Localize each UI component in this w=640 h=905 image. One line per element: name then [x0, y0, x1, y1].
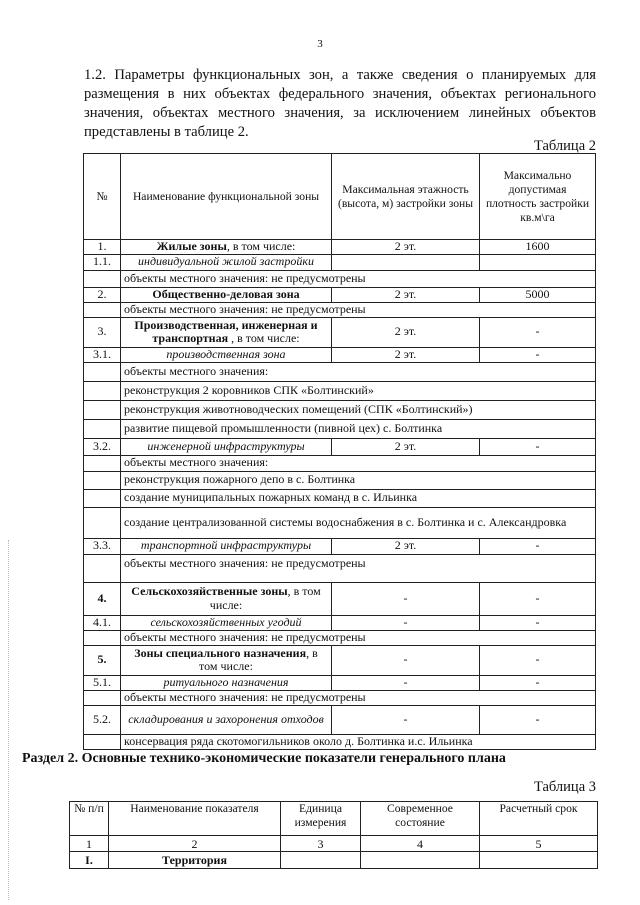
zone-height: - [332, 582, 480, 615]
row-num: 1.1. [84, 254, 121, 270]
table-row [84, 615, 596, 630]
zone-name: Сельскохозяйственные зоны, в том числе: [121, 582, 332, 615]
header-indicator-name: Наименование показателя [109, 802, 281, 836]
zone-name: Зоны специального назначения, в том числе: [121, 645, 332, 675]
zone-height: - [332, 645, 480, 675]
zone-density: - [480, 582, 596, 615]
table-row [84, 381, 596, 400]
table-row [84, 489, 596, 507]
zone-density: - [480, 645, 596, 675]
functional-zones-table [83, 153, 596, 750]
table-row [84, 645, 596, 675]
zone-height: 2 эт. [332, 287, 480, 302]
local-object-item: реконструкция животноводческих помещений (СПК «Болтинский») [121, 400, 596, 419]
table-row [84, 254, 596, 270]
zone-height: - [332, 675, 480, 690]
row-num: 3.3. [84, 538, 121, 554]
zone-height: - [332, 705, 480, 734]
local-object-item: реконструкция 2 коровников СПК «Болтинский» [121, 381, 596, 400]
local-objects-note: объекты местного значения: не предусмотрены [121, 630, 596, 645]
zone-height [332, 254, 480, 270]
table-row [84, 705, 596, 734]
zone-name: индивидуальной жилой застройки [121, 254, 332, 270]
table-row [84, 471, 596, 489]
zone-density: - [480, 538, 596, 554]
zone-height: 2 эт. [332, 317, 480, 347]
column-index: 1 [70, 836, 109, 852]
table-row [84, 287, 596, 302]
table-row [70, 836, 598, 852]
column-index: 4 [361, 836, 480, 852]
zone-name: инженерной инфраструктуры [121, 438, 332, 455]
zone-name: Общественно-деловая зона [121, 287, 332, 302]
table-row [84, 302, 596, 317]
row-num: 2. [84, 287, 121, 302]
table-row [84, 270, 596, 287]
scan-edge-mark [8, 540, 10, 900]
local-objects-note: объекты местного значения: [121, 362, 596, 381]
table-row [84, 582, 596, 615]
header-zone-name: Наименование функциональной зоны [121, 154, 332, 240]
local-object-item: создание централизованной системы водоснабжения в с. Болтинка и с. Александровка [121, 507, 596, 538]
zone-name: сельскохозяйственных угодий [121, 615, 332, 630]
zone-density: - [480, 705, 596, 734]
row-num: 5.1. [84, 675, 121, 690]
header-current-state: Современное состояние [361, 802, 480, 836]
technical-economic-indicators-table [69, 801, 598, 869]
local-object-item: развитие пищевой промышленности (пивной цех) с. Болтинка [121, 419, 596, 438]
local-objects-note: объекты местного значения: не предусмотрены [121, 270, 596, 287]
section-title: Раздел 2. Основные технико-экономические показатели генерального плана [22, 751, 506, 766]
zone-density: - [480, 615, 596, 630]
table-row [84, 419, 596, 438]
row-num: 3. [84, 317, 121, 347]
zone-height: 2 эт. [332, 438, 480, 455]
zone-height: 2 эт. [332, 240, 480, 255]
table-row [84, 554, 596, 582]
table-row [84, 347, 596, 362]
table-row [84, 630, 596, 645]
zone-density: 5000 [480, 287, 596, 302]
zone-name: ритуального назначения [121, 675, 332, 690]
row-num: 3.2. [84, 438, 121, 455]
header-num: № п/п [70, 802, 109, 836]
table-row [84, 438, 596, 455]
zone-name: Производственная, инженерная и транспортная , в том числе: [121, 317, 332, 347]
intro-paragraph: 1.2. Параметры функциональных зон, а также сведения о планируемых для размещения в них объектах федерального значения, объектах регионального значения, объектах местного значения, за исключением линейных объектов представлены в таблице 2. [84, 67, 596, 140]
row-num: 1. [84, 240, 121, 255]
zone-density: - [480, 438, 596, 455]
local-objects-note: объекты местного значения: не предусмотрены [121, 302, 596, 317]
header-max-height: Максимальная этажность (высота, м) застройки зоны [332, 154, 480, 240]
zone-density: - [480, 347, 596, 362]
table-row [84, 455, 596, 471]
zone-density: - [480, 675, 596, 690]
table-row [84, 317, 596, 347]
row-num: 3.1. [84, 347, 121, 362]
zone-name: производственная зона [121, 347, 332, 362]
zone-height: 2 эт. [332, 538, 480, 554]
header-target-term: Расчетный срок [480, 802, 598, 836]
table-row [70, 852, 598, 869]
local-object-item: реконструкция пожарного депо в с. Болтинка [121, 471, 596, 489]
page-number: 3 [317, 38, 323, 50]
zone-density: - [480, 317, 596, 347]
table-row [84, 538, 596, 554]
zone-name: складирования и захоронения отходов [121, 705, 332, 734]
zone-name: Жилые зоны, в том числе: [121, 240, 332, 255]
local-object-item: создание муниципальных пожарных команд в с. Ильинка [121, 489, 596, 507]
local-objects-note: консервация ряда скотомогильников около д. Болтинка и.с. Ильинка [121, 734, 596, 749]
local-objects-note: объекты местного значения: [121, 455, 596, 471]
column-index: 3 [281, 836, 361, 852]
table-row [84, 362, 596, 381]
row-num: I. [70, 852, 109, 869]
zone-height: - [332, 615, 480, 630]
table-row [84, 507, 596, 538]
indicator-name: Территория [109, 852, 281, 869]
zone-density: 1600 [480, 240, 596, 255]
row-num: 5. [84, 645, 121, 675]
table-row [84, 690, 596, 705]
row-num: 5.2. [84, 705, 121, 734]
zone-density [480, 254, 596, 270]
row-num: 4. [84, 582, 121, 615]
zone-name: транспортной инфраструктуры [121, 538, 332, 554]
column-index: 2 [109, 836, 281, 852]
header-unit: Единица измерения [281, 802, 361, 836]
local-objects-note: объекты местного значения: не предусмотрены [121, 690, 596, 705]
row-num: 4.1. [84, 615, 121, 630]
table-row [84, 734, 596, 749]
local-objects-note: объекты местного значения: не предусмотрены [121, 554, 596, 582]
column-index: 5 [480, 836, 598, 852]
table2-caption: Таблица 2 [533, 138, 596, 154]
table-row [84, 240, 596, 255]
zone-height: 2 эт. [332, 347, 480, 362]
table3-caption: Таблица 3 [533, 779, 596, 795]
table-row [84, 675, 596, 690]
table-row [84, 400, 596, 419]
header-max-density: Максимально допустимая плотность застройки кв.м\га [480, 154, 596, 240]
header-num: № [84, 154, 121, 240]
